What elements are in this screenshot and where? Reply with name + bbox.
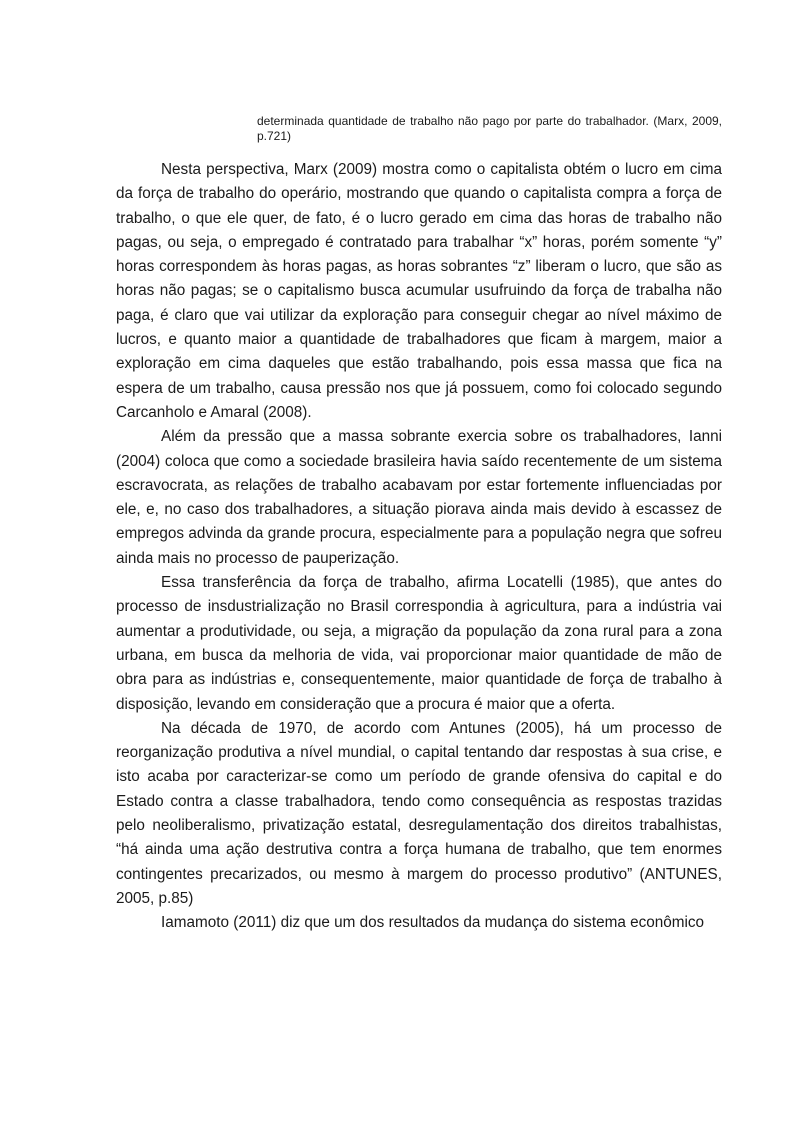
- paragraph: Iamamoto (2011) diz que um dos resultados da mudança do sistema econômico: [161, 914, 705, 932]
- body-text: [116, 158, 722, 936]
- paragraph: Essa transferência da força de trabalho, afirma Locatelli (1985), que antes do processo de insdustrialização no Brasil correspondia à agricultura, para a indústria vai aumentar a produtividade, ou seja, a migração da população da zona rural para a zona urbana, em busca da melhoria de vida, vai proporcionar maior quantidade de mão de obra para as indústrias e, consequentemente, maior quantidade de força de trabalho à disposição, levando em consideração que a procura é maior que a oferta.: [116, 574, 722, 713]
- paragraph: Além da pressão que a massa sobrante exercia sobre os trabalhadores, Ianni (2004) coloca que como a sociedade brasileira havia saído recentemente de um sistema escravocrata, as relações de trabalho acabavam por estar fortemente influenciadas por ele, e, no caso dos trabalhadores, a situação piorava ainda mais devido à escassez de empregos advinda da grande procura, especialmente para a população negra que sofreu ainda mais no processo de pauperização.: [116, 428, 722, 567]
- paragraph: Nesta perspectiva, Marx (2009) mostra como o capitalista obtém o lucro em cima da força de trabalho do operário, mostrando que quando o capitalista compra a força de trabalho, o que ele quer, de fato, é o lucro gerado em cima das horas de trabalho não pagas, ou seja, o empregado é contratado para trabalhar “x” horas, porém somente “y” horas correspondem às horas pagas, as horas sobrantes “z” liberam o lucro, que são as horas não pagas; se o capitalismo busca acumular usufruindo da força de trabalha não paga, é claro que vai utilizar da exploração para conseguir chegar ao nível máximo de lucros, e quanto maior a quantidade de trabalhadores que ficam à margem, maior a exploração em cima daqueles que estão trabalhando, pois essa massa que fica na espera de um trabalho, causa pressão nos que já possuem, como foi colocado segundo Carcanholo e Amaral (2008).: [116, 161, 722, 421]
- block-quote: determinada quantidade de trabalho não pago por parte do trabalhador. (Marx, 2009, p.721): [257, 114, 722, 143]
- paragraph: Na década de 1970, de acordo com Antunes (2005), há um processo de reorganização produtiva a nível mundial, o capital tentando dar respostas à sua crise, e isto acaba por caracterizar-se como um período de grande ofensiva do capital e do Estado contra a classe trabalhadora, tendo como consequência as respostas trazidas pelo neoliberalismo, privatização estatal, desregulamentação dos direitos trabalhistas, “há ainda uma ação destrutiva contra a força humana de trabalho, que tem enormes contingentes precarizados, ou mesmo à margem do processo produtivo” (ANTUNES, 2005, p.85): [116, 719, 722, 907]
